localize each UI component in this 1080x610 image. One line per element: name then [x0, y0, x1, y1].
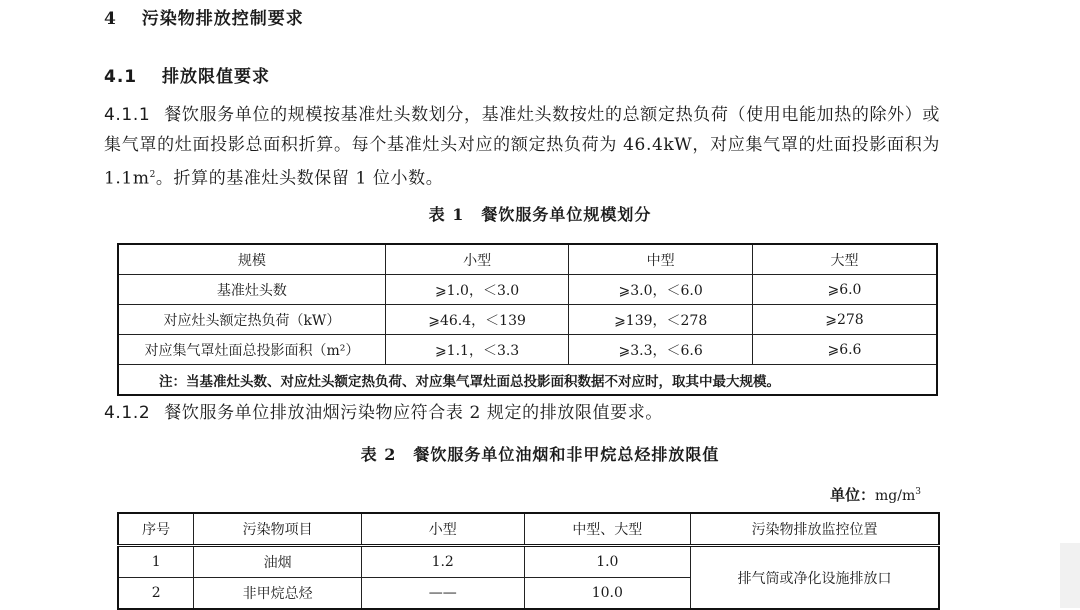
table-cell: 基准灶头数 [118, 275, 385, 305]
table-cell: ⩾46.4，＜139 [385, 305, 569, 335]
subsection-title: 排放限值要求 [162, 67, 271, 87]
subsection-heading [104, 62, 270, 87]
table-row [118, 335, 937, 365]
table-cell: ⩾3.3，＜6.6 [569, 335, 753, 365]
table-cell: 油烟 [194, 546, 362, 578]
table-cell: ⩾139，＜278 [569, 305, 753, 335]
table-cell: 1 [118, 546, 194, 578]
clause-number: 4.1.2 [104, 403, 151, 423]
clause-text: 餐饮服务单位的规模按基准灶头数划分，基准灶头数按灶的总额定热负荷（使用电能加热的除外）或集气罩的灶面投影总面积折算。每个基准灶头对应的额定热负荷为 46.4kW，对应集气罩的灶面投影面积为 1.1m [104, 105, 940, 189]
table-cell: 非甲烷总烃 [194, 578, 362, 610]
header-cell: 序号 [118, 513, 194, 546]
unit-label-text: 单位： [830, 486, 876, 504]
section-title: 污染物排放控制要求 [141, 9, 304, 29]
table-row [118, 275, 937, 305]
table-2 [117, 512, 940, 610]
table-cell: ⩾3.0，＜6.0 [569, 275, 753, 305]
table-cell: 1.2 [361, 546, 524, 578]
section-number: 4 [104, 9, 117, 29]
clause-text: 餐饮服务单位排放油烟污染物应符合表 2 规定的排放限值要求。 [164, 403, 663, 423]
table-note: 注：当基准灶头数、对应灶头额定热负荷、对应集气罩灶面总投影面积数据不对应时，取其中最大规模。 [118, 365, 937, 396]
table-cell: 2 [118, 578, 194, 610]
table-cell: 对应灶头额定热负荷（kW） [118, 305, 385, 335]
scrollbar-track[interactable] [1060, 543, 1080, 608]
table-1 [117, 243, 938, 396]
table-cell: ⩾6.6 [752, 335, 937, 365]
header-cell: 小型 [361, 513, 524, 546]
table-cell: ⩾278 [752, 305, 937, 335]
table-cell: ⩾6.0 [752, 275, 937, 305]
table-cell: 1.0 [524, 546, 691, 578]
table-cell: ⩾1.0，＜3.0 [385, 275, 569, 305]
header-cell: 大型 [752, 244, 937, 275]
header-cell: 中型、大型 [524, 513, 691, 546]
table-note-row [118, 365, 937, 396]
clause-number: 4.1.1 [104, 105, 151, 125]
superscript: 2 [149, 170, 156, 180]
table-header-row [118, 513, 939, 546]
header-cell: 小型 [385, 244, 569, 275]
unit-value: mg/m [875, 488, 916, 504]
table-cell: 10.0 [524, 578, 691, 610]
table-cell: ⩾1.1，＜3.3 [385, 335, 569, 365]
header-cell: 中型 [569, 244, 753, 275]
header-cell: 污染物项目 [194, 513, 362, 546]
header-cell: 规模 [118, 244, 385, 275]
table-2-caption: 表 2 餐饮服务单位油烟和非甲烷总烃排放限值 [360, 445, 720, 464]
unit-superscript: 3 [915, 487, 921, 497]
unit-label [830, 484, 921, 505]
table-row [118, 546, 939, 578]
clause-4-1-2 [104, 398, 663, 423]
clause-text-end: 。折算的基准灶头数保留 1 位小数。 [155, 168, 444, 189]
table-cell: 对应集气罩灶面总投影面积（m²） [118, 335, 385, 365]
section-heading [104, 4, 304, 29]
clause-4-1-1 [104, 100, 940, 194]
subsection-number: 4.1 [104, 67, 138, 87]
table-header-row [118, 244, 937, 275]
table-row [118, 305, 937, 335]
table-1-caption: 表 1 餐饮服务单位规模划分 [428, 205, 652, 224]
header-cell: 污染物排放监控位置 [691, 513, 939, 546]
table-cell: —— [361, 578, 524, 610]
monitor-location-cell: 排气筒或净化设施排放口 [691, 546, 939, 610]
